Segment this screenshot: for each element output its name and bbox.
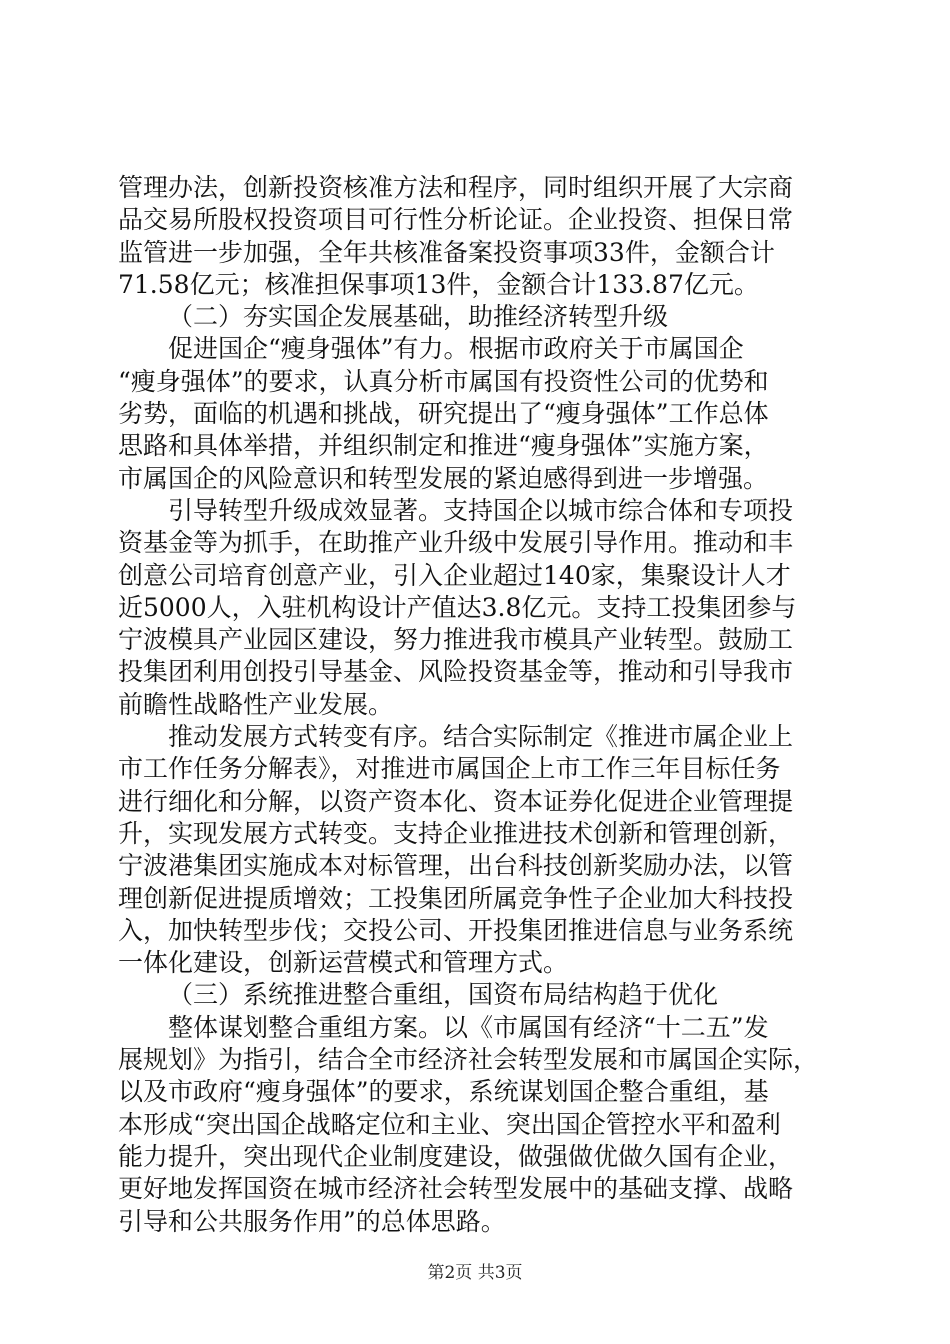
text-line: 宁波港集团实施成本对标管理，出台科技创新奖励办法，以管 <box>118 851 794 881</box>
text-line: 进行细化和分解，以资产资本化、资本证券化促进企业管理提 <box>118 786 794 816</box>
text-line: 劣势，面临的机遇和挑战，研究提出了“瘦身强体”工作总体 <box>118 399 769 429</box>
text-line: 以及市政府“瘦身强体”的要求，系统谋划国企整合重组，基 <box>118 1077 769 1107</box>
text-line: 资基金等为抓手，在助推产业升级中发展引导作用。推动和丰 <box>118 528 794 558</box>
text-line: 监管进一步加强，全年共核准备案投资事项33件，金额合计 <box>118 237 775 267</box>
text-line: 入，加快转型步伐；交投公司、开投集团推进信息与业务系统 <box>118 915 794 945</box>
text-line: 71.58亿元；核准担保事项13件，金额合计133.87亿元。 <box>118 269 759 299</box>
text-line: 促进国企“瘦身强体”有力。根据市政府关于市属国企 <box>168 334 744 364</box>
text-line: 整体谋划整合重组方案。以《市属国有经济“十二五”发 <box>168 1012 769 1042</box>
text-line: “瘦身强体”的要求，认真分析市属国有投资性公司的优势和 <box>118 366 769 396</box>
text-line: （二）夯实国企发展基础，助推经济转型升级 <box>168 302 669 332</box>
text-line: 能力提升，突出现代企业制度建设，做强做优做久国有企业， <box>118 1141 794 1171</box>
text-line: 升，实现发展方式转变。支持企业推进技术创新和管理创新， <box>118 818 794 848</box>
text-line: 思路和具体举措，并组织制定和推进“瘦身强体”实施方案， <box>118 431 769 461</box>
text-line: 本形成“突出国企战略定位和主业、突出国企管控水平和盈利 <box>118 1109 781 1139</box>
text-line: 市工作任务分解表》，对推进市属国企上市工作三年目标任务 <box>118 754 781 784</box>
text-line: 创意公司培育创意产业，引入企业超过140家，集聚设计人才 <box>118 560 791 590</box>
text-line: 引导和公共服务作用”的总体思路。 <box>118 1206 506 1236</box>
text-line: 品交易所股权投资项目可行性分析论证。企业投资、担保日常 <box>118 205 794 235</box>
page-number: 第2页 共3页 <box>427 1263 523 1283</box>
text-line: 理创新促进提质增效；工投集团所属竞争性子企业加大科技投 <box>118 883 794 913</box>
text-line: 管理办法，创新投资核准方法和程序，同时组织开展了大宗商 <box>118 173 794 202</box>
text-line: 投集团利用创投引导基金、风险投资基金等，推动和引导我市 <box>118 657 794 687</box>
text-line: 一体化建设，创新运营模式和管理方式。 <box>118 948 569 978</box>
text-line: 推动发展方式转变有序。结合实际制定《推进市属企业上 <box>168 722 794 752</box>
text-line: 展规划》为指引，结合全市经济社会转型发展和市属国企实际， <box>118 1045 819 1075</box>
text-line: 近5000人，入驻机构设计产值达3.8亿元。支持工投集团参与 <box>118 592 797 622</box>
text-line: （三）系统推进整合重组，国资布局结构趋于优化 <box>168 980 719 1010</box>
text-line: 前瞻性战略性产业发展。 <box>118 689 394 719</box>
text-line: 引导转型升级成效显著。支持国企以城市综合体和专项投 <box>168 495 794 525</box>
text-line: 市属国企的风险意识和转型发展的紧迫感得到进一步增强。 <box>118 463 769 493</box>
document-body <box>118 172 834 1238</box>
text-line: 宁波模具产业园区建设，努力推进我市模具产业转型。鼓励工 <box>118 625 794 655</box>
text-line: 更好地发挥国资在城市经济社会转型发展中的基础支撑、战略 <box>118 1174 794 1204</box>
page-footer <box>0 1262 950 1284</box>
